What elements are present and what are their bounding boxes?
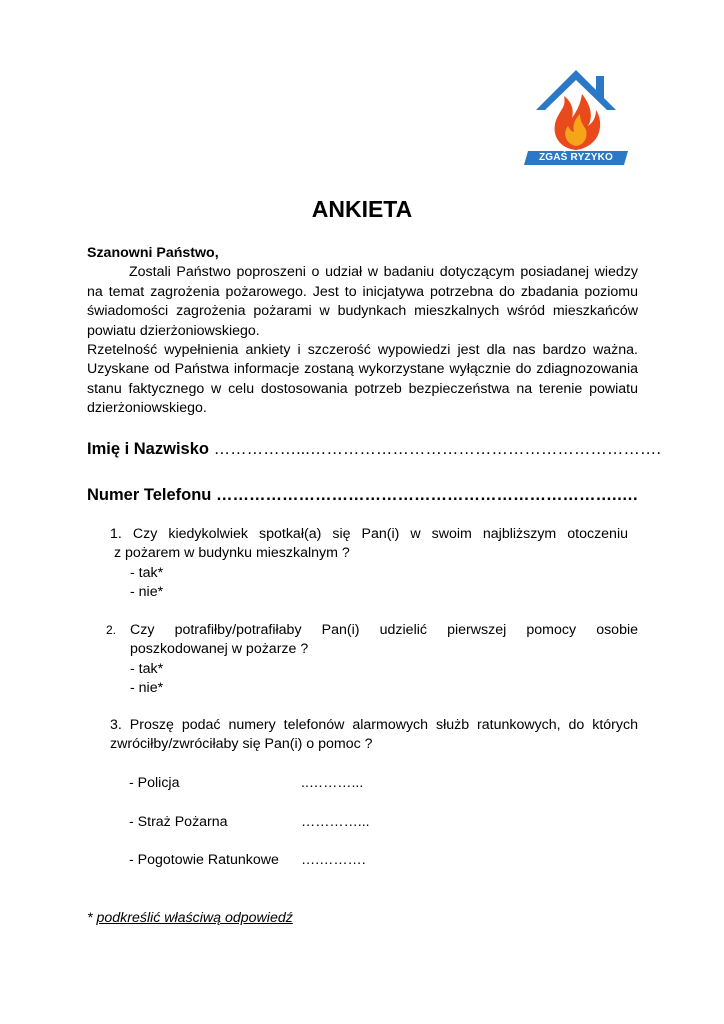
question-1-option-no[interactable]: - nie* [130,584,164,601]
question-2-line-1 [106,621,638,640]
footnote-text: podkreślić właściwą odpowiedź [96,910,293,926]
service-ambulance[interactable] [129,851,429,870]
question-2-option-no[interactable]: - nie* [130,680,164,697]
question-2-number: 2. [106,623,117,637]
question-1-text-1: Czy kiedykolwiek spotkał(a) się Pan(i) w swoim najbliższym otoczeniu [132,526,628,542]
name-dots[interactable]: ……………...………………………………………………………. [213,440,661,458]
question-1-option-yes[interactable]: - tak* [130,564,164,581]
question-1 [110,525,628,603]
service-police-dots[interactable]: ..………... [301,775,364,791]
service-ambulance-dots[interactable]: ….………. [301,852,366,868]
service-fire-brigade-label: - Straż Pożarna [129,814,228,830]
question-1-line-1 [110,525,628,544]
question-1-line-2: z pożarem w budynku mieszkalnym ? [114,545,350,562]
name-label: Imię i Nazwisko [87,440,209,458]
service-ambulance-label: - Pogotowie Ratunkowe [129,852,279,868]
question-2 [106,621,638,699]
page-title: ANKIETA [311,196,413,222]
question-2-text-1: Czy potrafiłby/potrafiłaby Pan(i) udzielić pierwszej pomocy osobie [130,622,638,638]
intro-section [87,244,638,419]
logo-text: ZGAŚ RYZYKO [538,152,614,163]
intro-paragraph-2: Rzetelność wypełnienia ankiety i szczerość wypowiedzi jest dla nas bardzo ważna. Uzyskane od Państwa informacje zostaną wykorzystane wyłącznie do zdiagnozowania stanu faktycznego w celu dostosowania potrzeb bezpieczeństwa na terenie powiatu dzierżoniowskiego. [87,342,638,417]
question-1-number: 1. [110,526,122,542]
service-fire-brigade[interactable] [129,813,429,832]
question-3: 3. Proszę podać numery telefonów alarmowych służb ratunkowych, do których zwróciłby/zwróciłaby się Pan(i) o pomoc ? [110,717,638,753]
intro-paragraph-1: Zostali Państwo poproszeni o udział w badaniu dotyczącym posiadanej wiedzy na temat zagrożenia pożarowego. Jest to inicjatywa potrzebna do zbadania poziomu świadomości zagrożenia pożarami w budynkach mieszkalnych wśród mieszkańców powiatu dzierżoniowskiego. [87,264,638,339]
footnote [87,909,293,928]
question-2-option-yes[interactable]: - tak* [130,660,164,677]
phone-field[interactable] [87,485,638,505]
phone-label: Numer Telefonu [87,486,212,504]
question-2-line-2: poszkodowanej w pożarze ? [130,641,309,658]
greeting: Szanowni Państwo, [87,245,219,261]
name-field[interactable] [87,439,661,459]
footnote-asterisk: * [87,910,97,926]
service-police-label: - Policja [129,775,180,791]
phone-dots[interactable]: ……………………………………………………………….…. [215,486,638,504]
service-police[interactable] [129,774,429,793]
zgas-ryzyko-logo [524,68,630,166]
service-fire-brigade-dots[interactable]: …………... [301,814,370,830]
